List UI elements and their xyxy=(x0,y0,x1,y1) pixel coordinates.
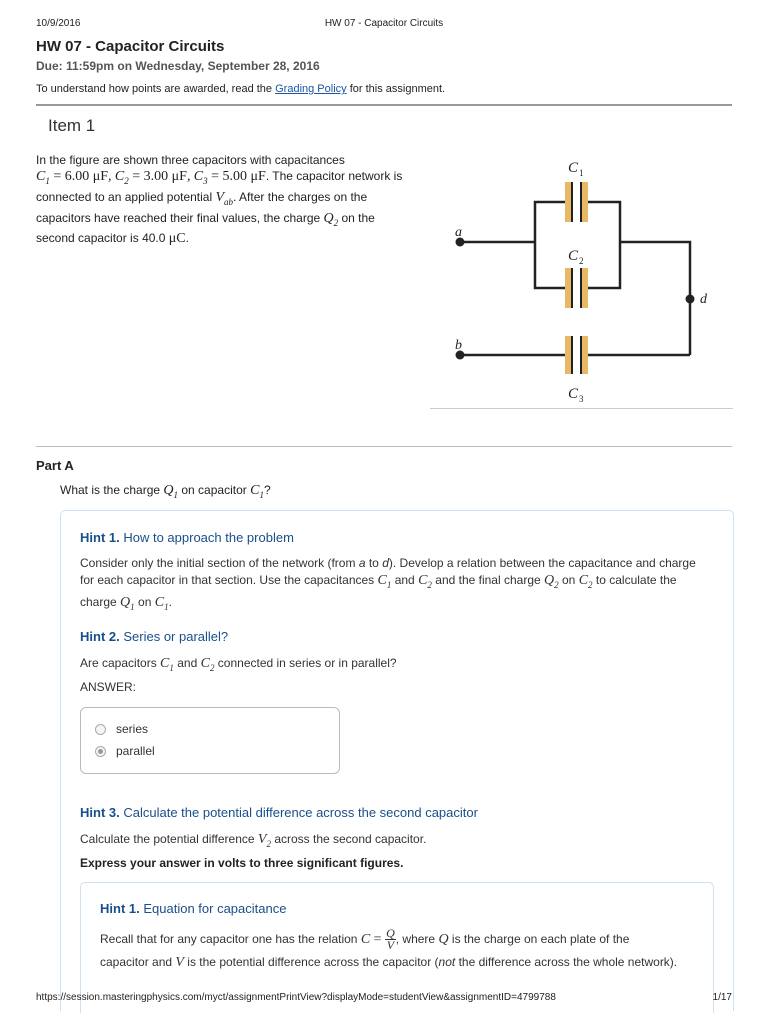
parallel-radio[interactable] xyxy=(95,746,106,757)
print-date: 10/9/2016 xyxy=(36,18,81,29)
part-a-question: What is the charge $Q_1$ on capacitor $C_1$? xyxy=(60,483,271,500)
item-text-3: . After the charges on the capacitors have reached their final values, the charge xyxy=(36,189,368,225)
policy-prefix: To understand how points are awarded, read the xyxy=(36,83,273,95)
print-title: HW 07 - Capacitor Circuits xyxy=(324,18,444,29)
parallel-branch-wire xyxy=(460,202,620,288)
series-radio[interactable] xyxy=(95,724,106,735)
hint-2-text: Are capacitors $C_1$ and $C_2$ connected in series or in parallel? xyxy=(80,656,397,673)
q2-symbol: $Q_2$ xyxy=(323,210,339,228)
grading-policy-link[interactable]: Grading Policy xyxy=(275,83,347,95)
item-text: In the figure are shown three capacitors with capacitances $C_1 = 6.00$ μF, $C_2 = 3.00$ μF, $C_3 = 5.00$ μF. The capacitor network is connected to an applied potential $V_{ab}$. After the charges on the capacitors have reached their final values, the charge $Q_2$ on the second capacitor is 40.0 μC. xyxy=(36,153,403,247)
option-series-label: series xyxy=(116,722,149,736)
diagram-divider xyxy=(430,408,733,409)
node-a-label: a xyxy=(455,225,462,240)
q1-symbol: $Q_1$ xyxy=(163,483,179,500)
item-title: Item 1 xyxy=(48,116,96,135)
node-d-label: d xyxy=(700,292,707,307)
hint-3-instruction: Express your answer in volts to three significant figures. xyxy=(80,856,404,870)
item-text-1: In the figure are shown three capacitors with capacitances xyxy=(36,153,345,167)
option-parallel-label: parallel xyxy=(116,744,155,758)
option-series[interactable] xyxy=(95,722,148,736)
c1-label: C xyxy=(568,160,579,176)
c2-label: C xyxy=(568,248,579,264)
capacitor-circuit-diagram xyxy=(430,150,733,410)
q2-unit: μC xyxy=(168,231,186,247)
hint-3-header[interactable]: Hint 3. Calculate the potential difference across the second capacitor xyxy=(80,805,478,820)
answer-choices xyxy=(80,707,340,774)
c1-expression: $C_1 = 6.00$ μF, xyxy=(36,169,112,186)
part-a-title: Part A xyxy=(36,458,74,473)
item-text-2: . The capacitor network is connected to an applied potential xyxy=(36,169,403,204)
assignment-title: HW 07 - Capacitor Circuits xyxy=(36,38,225,55)
section-divider xyxy=(36,446,732,447)
c2-subscript: 2 xyxy=(579,256,584,266)
hint-2-header[interactable]: Hint 2. Series or parallel? xyxy=(80,629,229,644)
page-url: https://session.masteringphysics.com/myct/assignmentPrintView?displayMode=studentView&assignmentID=4799788 xyxy=(36,992,556,1003)
c1-subscript: 1 xyxy=(579,168,584,178)
nested-hint-1-text: Recall that for any capacitor one has the relation C = $\frac{Q}{V}$ , where Q is the charge on each plate of the capacitor and V is the potential difference across the capacitor (not the difference across the whole network). xyxy=(100,926,678,971)
capacitor-c1 xyxy=(565,180,588,224)
page-number: 1/17 xyxy=(712,992,732,1003)
policy-line xyxy=(36,83,445,95)
capacitor-c3 xyxy=(565,334,588,378)
c3-expression: $C_3 = 5.00$ μF xyxy=(193,169,266,186)
c3-subscript: 3 xyxy=(579,394,584,404)
c3-label: C xyxy=(568,386,579,402)
node-b-label: b xyxy=(455,338,462,353)
right-wire xyxy=(620,242,690,355)
node-d-dot xyxy=(686,295,695,304)
hint-3-text: Calculate the potential difference $V_2$ across the second capacitor. xyxy=(80,832,427,849)
c2-expression: $C_2 = 3.00$ μF, xyxy=(114,169,191,186)
answer-label: ANSWER: xyxy=(80,680,137,694)
option-parallel[interactable] xyxy=(95,744,155,758)
divider xyxy=(36,104,732,106)
c1-symbol: $C_1$ xyxy=(250,483,264,500)
policy-suffix: for this assignment. xyxy=(349,83,446,95)
due-date: Due: 11:59pm on Wednesday, September 28, 2016 xyxy=(36,59,320,73)
capacitor-c2 xyxy=(565,266,588,310)
hint-1-text: Consider only the initial section of the network (from a to d). Develop a relation between the capacitance and charge for each capacitor in that section. Use the capacitances $C_1$ and $C_2$ and the final charge $Q_2$ on $C_2$ to calculate the charge $Q_1$ on $C_1$. xyxy=(80,556,696,612)
vab-symbol: $V_{ab}$ xyxy=(215,189,234,207)
nested-hint-1-header[interactable]: Hint 1. Equation for capacitance xyxy=(100,901,287,916)
hint-1-header[interactable]: Hint 1. How to approach the problem xyxy=(80,530,294,545)
item-text-4: on the second capacitor is xyxy=(36,210,375,246)
q2-value: 40.0 xyxy=(142,231,166,246)
